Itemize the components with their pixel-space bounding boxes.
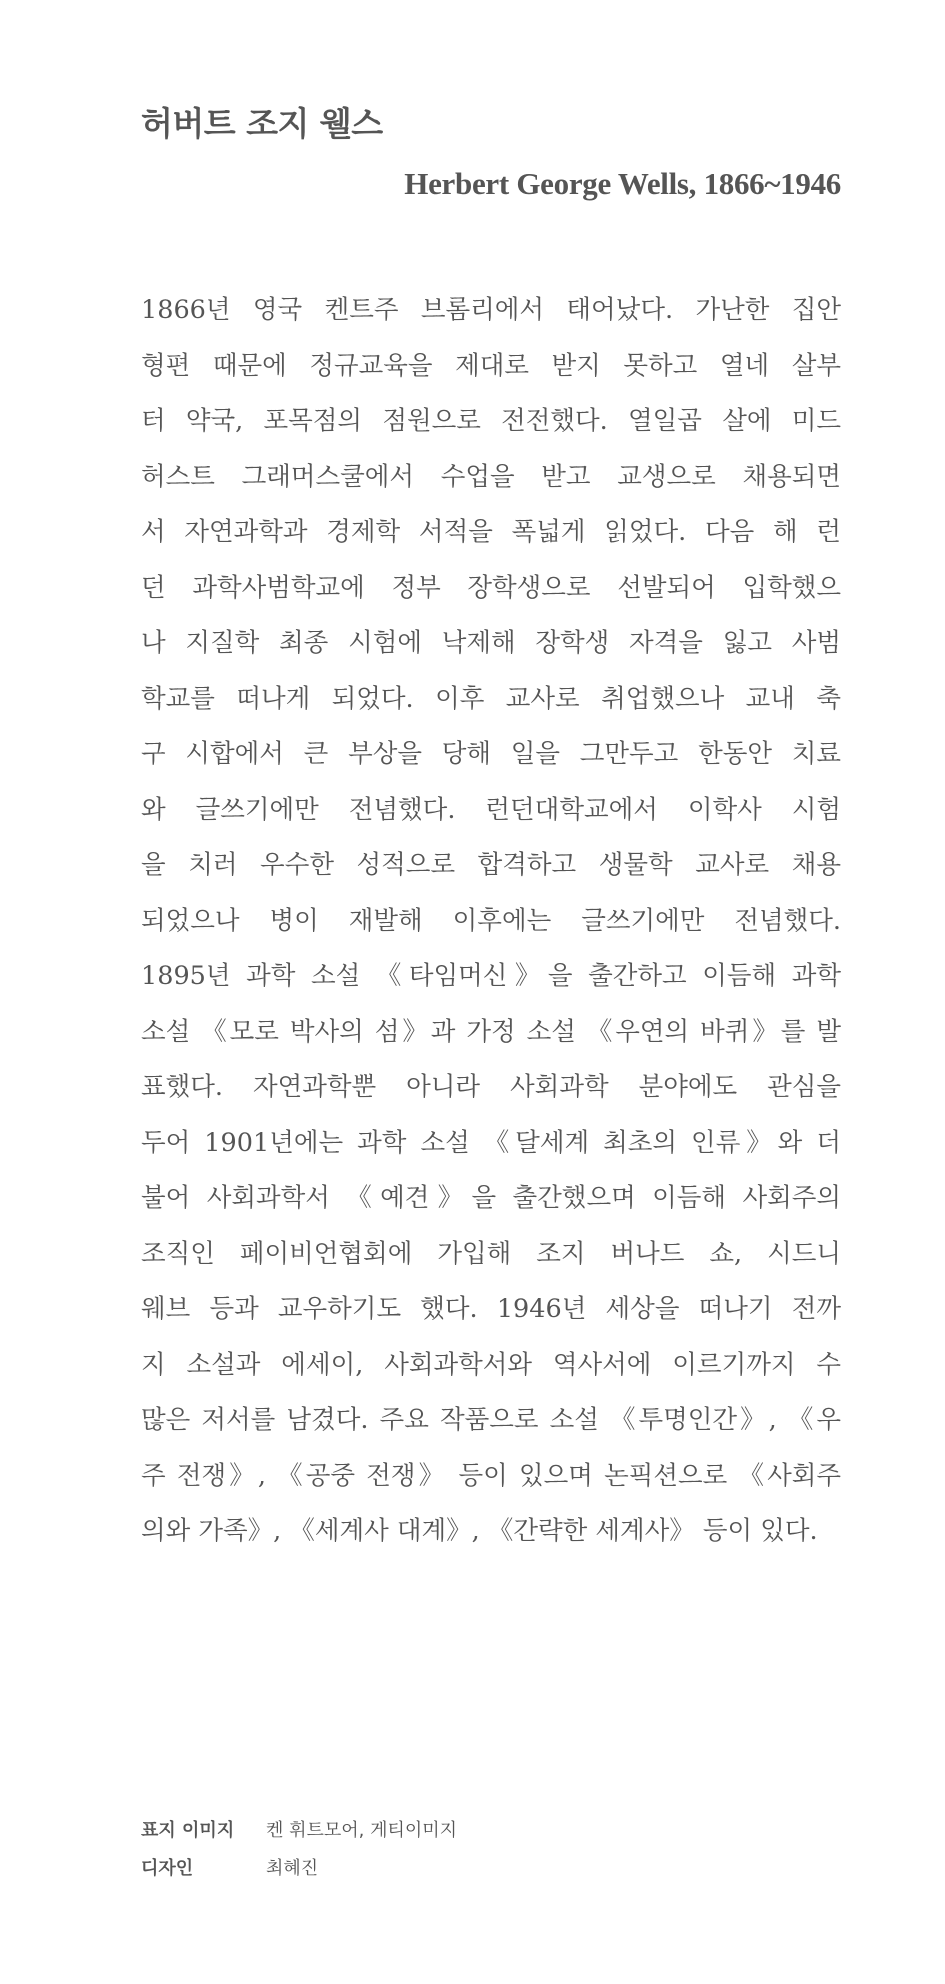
bio-line: 의와 가족》, 《세계사 대계》, 《간략한 세계사》 등이 있다. xyxy=(141,1516,818,1546)
bio-line: 많은 저서를 남겼다. 주요 작품으로 소설 《투명인간》, 《우 xyxy=(141,1405,841,1435)
credit-row-cover xyxy=(141,1810,457,1848)
bio-line: 던 과학사범학교에 정부 장학생으로 선발되어 입학했으 xyxy=(141,572,841,603)
bio-line: 지 소설과 에세이, 사회과학서와 역사서에 이르기까지 수 xyxy=(141,1349,841,1380)
bio-line: 소설 《모로 박사의 섬》과 가정 소설 《우연의 바퀴》를 발 xyxy=(141,1016,841,1047)
bio-line: 되었으나 병이 재발해 이후에는 글쓰기에만 전념했다. xyxy=(141,905,841,936)
bio-line: 와 글쓰기에만 전념했다. 런던대학교에서 이학사 시험 xyxy=(141,794,841,825)
bio-line: 불어 사회과학서 《예견》을 출간했으며 이듬해 사회주의 xyxy=(141,1183,841,1213)
design-label: 디자인 xyxy=(141,1858,194,1879)
bio-line: 나 지질학 최종 시험에 낙제해 장학생 자격을 잃고 사범 xyxy=(141,628,841,658)
credits-block xyxy=(141,1810,457,1886)
cover-image-value: 켄 휘트모어, 게티이미지 xyxy=(266,1820,458,1841)
bio-line: 두어 1901년에는 과학 소설 《달세계 최초의 인류》와 더 xyxy=(141,1127,841,1158)
author-name-english: Herbert George Wells, 1866~1946 xyxy=(404,166,841,201)
bio-line: 형편 때문에 정규교육을 제대로 받지 못하고 열네 살부 xyxy=(141,350,841,381)
design-value: 최혜진 xyxy=(266,1858,319,1879)
bio-line: 학교를 떠나게 되었다. 이후 교사로 취업했으나 교내 축 xyxy=(141,683,841,714)
bio-line: 웨브 등과 교우하기도 했다. 1946년 세상을 떠나기 전까 xyxy=(141,1294,841,1324)
bio-line: 조직인 페이비언협회에 가입해 조지 버나드 쇼, 시드니 xyxy=(141,1238,841,1269)
bio-line: 서 자연과학과 경제학 서적을 폭넓게 읽었다. 다음 해 런 xyxy=(141,517,841,547)
bio-line: 표했다. 자연과학뿐 아니라 사회과학 분야에도 관심을 xyxy=(141,1072,841,1102)
bio-line: 허스트 그래머스쿨에서 수업을 받고 교생으로 채용되면 xyxy=(141,461,841,492)
bio-line: 1866년 영국 켄트주 브롬리에서 태어났다. 가난한 집안 xyxy=(141,295,841,325)
bio-line: 터 약국, 포목점의 점원으로 전전했다. 열일곱 살에 미드 xyxy=(141,406,841,436)
bio-line: 주 전쟁》, 《공중 전쟁》 등이 있으며 논픽션으로 《사회주 xyxy=(141,1460,841,1491)
author-biography xyxy=(141,283,841,1560)
author-name-korean: 허버트 조지 웰스 xyxy=(141,104,383,143)
cover-image-label: 표지 이미지 xyxy=(141,1820,235,1841)
credit-row-design xyxy=(141,1848,457,1886)
bio-line: 을 치러 우수한 성적으로 합격하고 생물학 교사로 채용 xyxy=(141,850,841,880)
bio-line: 1895년 과학 소설 《타임머신》을 출간하고 이듬해 과학 xyxy=(141,961,841,991)
bio-line: 구 시합에서 큰 부상을 당해 일을 그만두고 한동안 치료 xyxy=(141,739,841,769)
